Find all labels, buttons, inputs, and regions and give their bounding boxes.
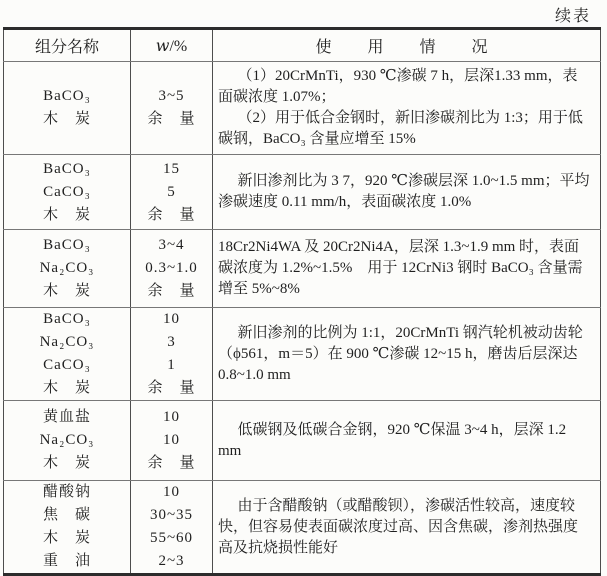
- usage-cell: [213, 401, 601, 481]
- value-line: 3: [167, 334, 176, 350]
- component-line: 黄血盐: [42, 409, 91, 425]
- value-line: 3~5: [158, 88, 185, 104]
- component-cell: [4, 155, 131, 230]
- col-header-usage: 使 用 情 况: [213, 29, 601, 62]
- component-line: CaCO₃: [43, 183, 91, 200]
- table-row: [4, 62, 601, 155]
- component-cell: [4, 401, 131, 481]
- usage-paragraph: （1）20CrMnTi，930 ℃渗碳 7 h，层深1.33 mm，表面碳浓度 1.07%；: [218, 68, 578, 105]
- usage-cell: [213, 230, 601, 308]
- component-cell: [4, 481, 131, 575]
- component-line: 木 炭: [42, 111, 91, 127]
- col-header-w-percent: [131, 29, 213, 62]
- w-symbol: w: [155, 35, 170, 55]
- table-row: [4, 155, 601, 230]
- component-cell: [4, 308, 131, 401]
- value-line: 10: [163, 409, 180, 425]
- component-line: BaCO₃: [43, 311, 91, 327]
- component-line: 焦 碳: [42, 507, 91, 523]
- table-row: [4, 481, 601, 575]
- component-line: 醋酸钠: [42, 484, 91, 500]
- component-line: Na₂CO₃: [39, 260, 95, 276]
- value-line: 余 量: [147, 111, 196, 127]
- component-line: BaCO₃: [43, 237, 91, 253]
- value-line: 10: [163, 432, 180, 448]
- percent-cell: [131, 308, 213, 401]
- percent-cell: [131, 62, 213, 155]
- col-header-component: 组分名称: [4, 29, 131, 62]
- component-line: 重 油: [42, 553, 91, 569]
- component-cell: [4, 62, 131, 155]
- usage-cell: [213, 62, 601, 155]
- w-unit: /%: [169, 37, 188, 55]
- component-line: CaCO₃: [43, 357, 91, 373]
- value-line: 余 量: [147, 380, 196, 396]
- component-line: BaCO₃: [43, 88, 91, 104]
- component-line: Na₂CO₃: [39, 432, 95, 448]
- component-line: 木 炭: [42, 283, 91, 299]
- component-cell: [4, 230, 131, 308]
- header-row: [4, 29, 601, 62]
- value-line: 余 量: [147, 206, 196, 223]
- value-line: 5: [167, 183, 176, 200]
- usage-cell: [213, 481, 601, 575]
- value-line: 0.3~1.0: [145, 260, 198, 276]
- percent-cell: [131, 230, 213, 308]
- percent-cell: [131, 155, 213, 230]
- usage-cell: [213, 308, 601, 401]
- value-line: 2~3: [158, 553, 185, 569]
- table-row: [4, 401, 601, 481]
- continued-table-label: 续表: [554, 8, 591, 25]
- percent-cell: [131, 401, 213, 481]
- component-line: BaCO₃: [43, 160, 91, 177]
- component-line: Na₂CO₃: [39, 334, 95, 350]
- usage-paragraph: 18Cr2Ni4WA 及 20Cr2Ni4A，层深 1.3~1.9 mm 时，表面碳浓度为 1.2%~1.5% 用于 12CrNi3 钢时 BaCO₃ 含量需增至 5%~8%: [218, 239, 583, 297]
- percent-cell: [131, 481, 213, 575]
- value-line: 10: [163, 484, 180, 500]
- table-row: [4, 308, 601, 401]
- value-line: 15: [163, 160, 180, 177]
- component-line: 木 炭: [42, 530, 91, 546]
- value-line: 1: [167, 357, 176, 373]
- value-line: 30~35: [149, 507, 194, 523]
- table-row: [4, 230, 601, 308]
- value-line: 余 量: [147, 283, 196, 299]
- value-line: 55~60: [149, 530, 194, 546]
- usage-paragraph: （2）用于低合金钢时，新旧渗碳剂比为 1:3；用于低碳钢，BaCO₃ 含量应增至 15%: [218, 110, 583, 147]
- component-line: 木 炭: [42, 206, 91, 223]
- usage-paragraph: 新旧渗剂比为 3 7，920 ℃渗碳层深 1.0~1.5 mm；平均渗碳速度 0.11 mm/h，表面碳浓度 1.0%: [218, 173, 590, 210]
- usage-paragraph: 低碳钢及低碳合金钢，920 ℃保温 3~4 h，层深 1.2 mm: [218, 421, 567, 459]
- component-line: 木 炭: [42, 455, 91, 471]
- usage-paragraph: 由于含醋酸钠（或醋酸钡），渗碳活性较高，速度较快，但容易使表面碳浓度过高、因含焦碳，渗剂热强度高及抗烧损性能好: [218, 497, 579, 556]
- component-line: 木 炭: [42, 380, 91, 396]
- carburizing-agent-table: [3, 27, 601, 576]
- usage-paragraph: 新旧渗剂的比例为 1:1，20CrMnTi 钢汽轮机被动齿轮（ϕ561，m＝5）在 900 ℃渗碳 12~15 h，磨齿后层深达 0.8~1.0 mm: [218, 324, 583, 383]
- usage-cell: [213, 155, 601, 230]
- value-line: 余 量: [147, 455, 196, 471]
- value-line: 10: [163, 311, 180, 327]
- value-line: 3~4: [158, 237, 185, 253]
